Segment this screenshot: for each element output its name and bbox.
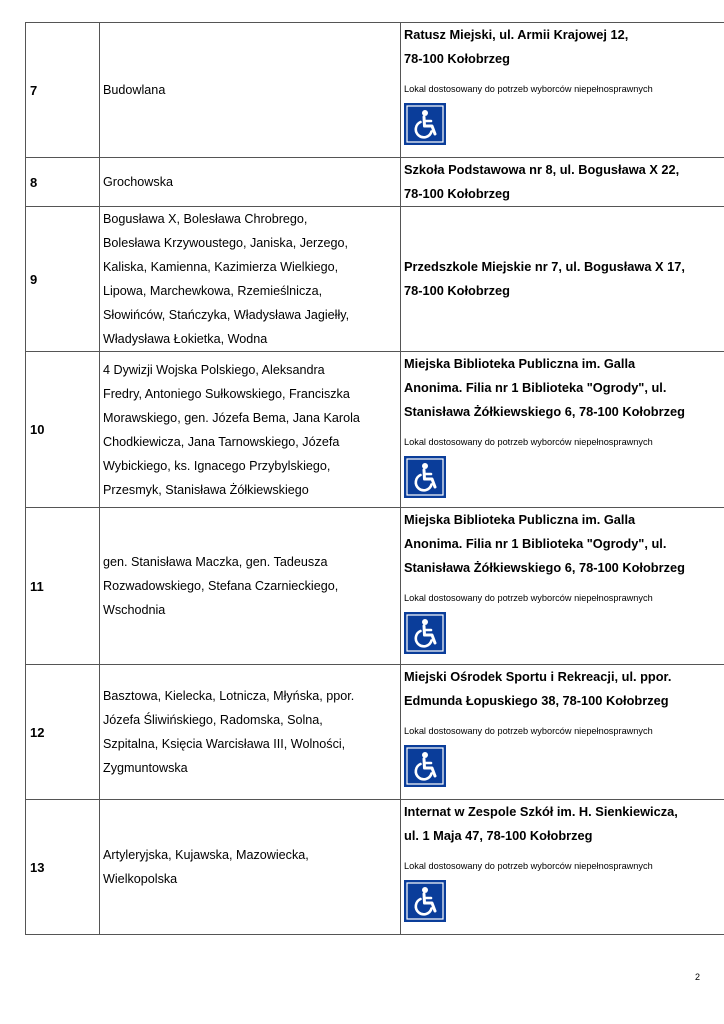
address-line: Przedszkole Miejskie nr 7, ul. Bogusława X 17, bbox=[404, 259, 685, 274]
address-line: Ratusz Miejski, ul. Armii Krajowej 12, bbox=[404, 27, 629, 42]
wheelchair-icon bbox=[404, 745, 723, 787]
street-line: Wielkopolska bbox=[103, 872, 178, 886]
street-list bbox=[100, 665, 401, 800]
street-list bbox=[100, 352, 401, 508]
street-line: Lipowa, Marchewkowa, Rzemieślnicza, bbox=[103, 284, 323, 298]
address-line: Edmunda Łopuskiego 38, 78-100 Kołobrzeg bbox=[404, 693, 669, 708]
wheelchair-icon bbox=[404, 456, 723, 498]
address-line: Anonima. Filia nr 1 Biblioteka "Ogrody", ul. bbox=[404, 380, 667, 395]
ward-number: 9 bbox=[26, 207, 100, 352]
polling-location bbox=[401, 23, 724, 158]
address-line: Stanisława Żółkiewskiego 6, 78-100 Kołobrzeg bbox=[404, 560, 685, 575]
street-line: Grochowska bbox=[103, 175, 173, 189]
street-line: Chodkiewicza, Jana Tarnowskiego, Józefa bbox=[103, 434, 340, 449]
address-line: 78-100 Kołobrzeg bbox=[404, 186, 510, 201]
table-row bbox=[26, 352, 724, 508]
street-line: Morawskiego, gen. Józefa Bema, Jana Karola bbox=[103, 410, 360, 425]
street-line: Bolesława Krzywoustego, Janiska, Jerzego, bbox=[103, 236, 349, 250]
street-list bbox=[100, 800, 401, 935]
ward-number: 10 bbox=[26, 352, 100, 508]
page-number: 2 bbox=[694, 972, 700, 982]
table-row bbox=[26, 665, 724, 800]
street-line: Wschodnia bbox=[103, 603, 166, 617]
polling-location bbox=[401, 508, 724, 665]
address-line: Anonima. Filia nr 1 Biblioteka "Ogrody", ul. bbox=[404, 536, 667, 551]
polling-stations-table bbox=[25, 22, 724, 935]
address-line: Stanisława Żółkiewskiego 6, 78-100 Kołobrzeg bbox=[404, 404, 685, 419]
accessibility-note: Lokal dostosowany do potrzeb wyborców niepełnosprawnych bbox=[404, 726, 653, 736]
polling-location bbox=[401, 158, 724, 207]
address-line: 78-100 Kołobrzeg bbox=[404, 51, 510, 66]
street-line: Wybickiego, ks. Ignacego Przybylskiego, bbox=[103, 458, 331, 473]
street-line: gen. Stanisława Maczka, gen. Tadeusza bbox=[103, 555, 328, 569]
table-row bbox=[26, 508, 724, 665]
address-line: 78-100 Kołobrzeg bbox=[404, 283, 510, 298]
street-line: Basztowa, Kielecka, Lotnicza, Młyńska, ppor. bbox=[103, 689, 355, 703]
table-row bbox=[26, 158, 724, 207]
accessibility-note: Lokal dostosowany do potrzeb wyborców niepełnosprawnych bbox=[404, 437, 653, 447]
street-line: Bogusława X, Bolesława Chrobrego, bbox=[103, 212, 308, 226]
ward-number: 8 bbox=[26, 158, 100, 207]
address-line: Miejska Biblioteka Publiczna im. Galla bbox=[404, 512, 636, 527]
street-line: Szpitalna, Księcia Warcisława III, Wolności, bbox=[103, 737, 346, 751]
ward-number: 7 bbox=[26, 23, 100, 158]
street-line: Zygmuntowska bbox=[103, 761, 188, 775]
street-line: Józefa Śliwińskiego, Radomska, Solna, bbox=[103, 713, 323, 727]
polling-location bbox=[401, 207, 724, 352]
table-row bbox=[26, 23, 724, 158]
wheelchair-icon bbox=[404, 103, 723, 145]
polling-location bbox=[401, 665, 724, 800]
table-row bbox=[26, 207, 724, 352]
address-line: Internat w Zespole Szkół im. H. Sienkiewicza, bbox=[404, 804, 678, 819]
table-row bbox=[26, 800, 724, 935]
street-list bbox=[100, 207, 401, 352]
address-line: ul. 1 Maja 47, 78-100 Kołobrzeg bbox=[404, 828, 593, 843]
accessibility-note: Lokal dostosowany do potrzeb wyborców niepełnosprawnych bbox=[404, 593, 653, 603]
street-line: Słowińców, Stańczyka, Władysława Jagiełły, bbox=[103, 308, 350, 322]
street-line: Rozwadowskiego, Stefana Czarnieckiego, bbox=[103, 579, 339, 593]
accessibility-note: Lokal dostosowany do potrzeb wyborców niepełnosprawnych bbox=[404, 84, 653, 94]
accessibility-note: Lokal dostosowany do potrzeb wyborców niepełnosprawnych bbox=[404, 861, 653, 871]
ward-number: 12 bbox=[26, 665, 100, 800]
ward-number: 13 bbox=[26, 800, 100, 935]
street-line: Budowlana bbox=[103, 83, 166, 97]
address-line: Miejska Biblioteka Publiczna im. Galla bbox=[404, 356, 636, 371]
polling-location bbox=[401, 800, 724, 935]
address-line: Szkoła Podstawowa nr 8, ul. Bogusława X 22, bbox=[404, 162, 680, 177]
address-line: Miejski Ośrodek Sportu i Rekreacji, ul. ppor. bbox=[404, 669, 672, 684]
street-list bbox=[100, 23, 401, 158]
street-line: Przesmyk, Stanisława Żółkiewskiego bbox=[103, 482, 309, 497]
polling-location bbox=[401, 352, 724, 508]
street-line: Artyleryjska, Kujawska, Mazowiecka, bbox=[103, 848, 309, 862]
street-line: Fredry, Antoniego Sułkowskiego, Franciszka bbox=[103, 386, 350, 401]
wheelchair-icon bbox=[404, 880, 723, 922]
street-list bbox=[100, 508, 401, 665]
wheelchair-icon bbox=[404, 612, 723, 654]
street-list bbox=[100, 158, 401, 207]
street-line: Władysława Łokietka, Wodna bbox=[103, 332, 268, 346]
street-line: Kaliska, Kamienna, Kazimierza Wielkiego, bbox=[103, 260, 339, 274]
street-line: 4 Dywizji Wojska Polskiego, Aleksandra bbox=[103, 362, 325, 377]
ward-number: 11 bbox=[26, 508, 100, 665]
table-body bbox=[26, 23, 724, 935]
